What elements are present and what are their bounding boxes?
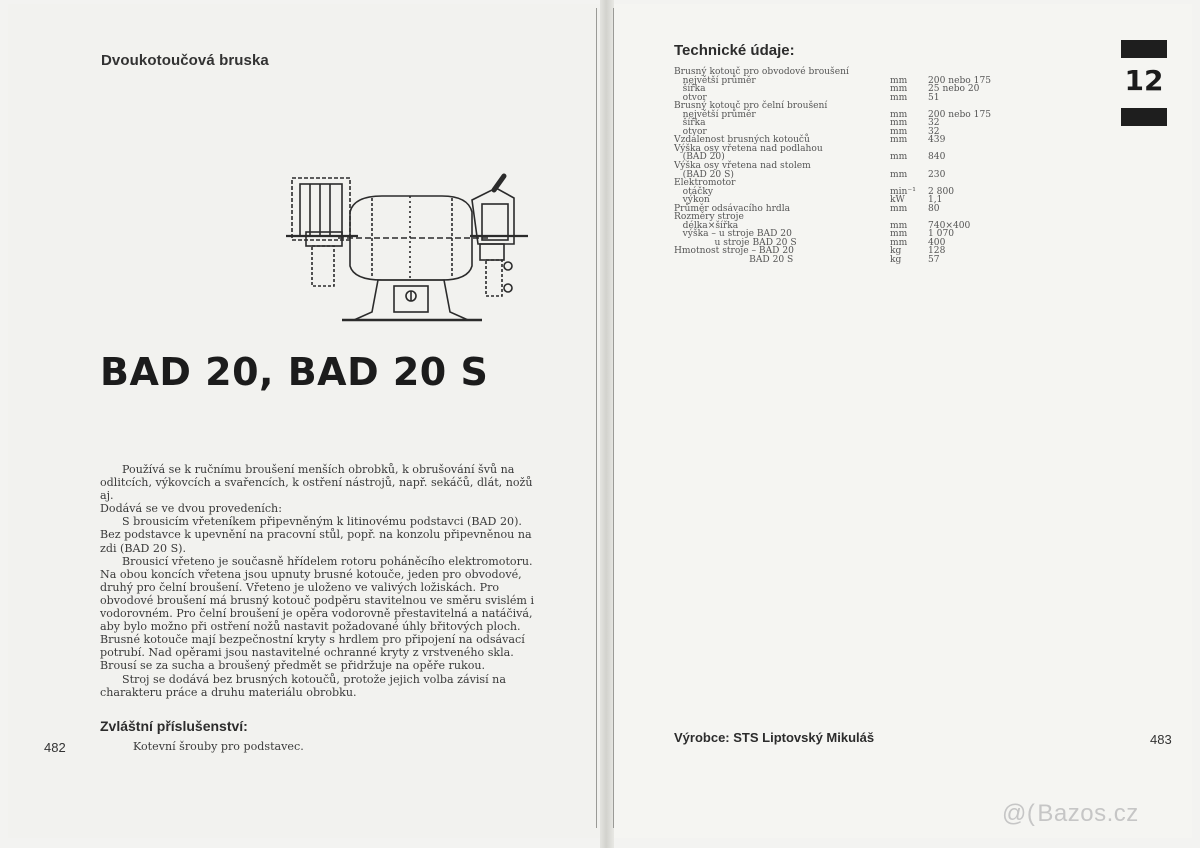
spec-value: 740×400 (928, 220, 971, 231)
model-title: BAD 20, BAD 20 S (100, 350, 489, 394)
spec-value: 32 (928, 118, 940, 129)
description-text (100, 463, 540, 699)
paragraph: Dodává se ve dvou provedeních: (100, 502, 282, 516)
spec-label: Hmotnost stroje – BAD 20 (674, 246, 794, 257)
spec-label: Výška osy vřetena nad stolem (674, 161, 811, 172)
spec-value: 200 nebo 175 (928, 75, 992, 86)
spec-label: (BAD 20 S) (674, 169, 734, 180)
spec-row (674, 85, 1028, 94)
spec-row (674, 119, 1028, 128)
spec-label: otvor (674, 92, 707, 103)
spec-unit: mm (890, 229, 908, 240)
grinder-illustration (282, 170, 532, 330)
spec-unit: mm (890, 203, 908, 214)
page-edge-line (613, 8, 614, 828)
page-number-left: 482 (44, 740, 66, 755)
spec-label: Rozměry stroje (674, 212, 744, 223)
paragraph: S brousicím vřeteníkem připevněným k litinovému podstavci (BAD 20). Bez podstavce k upevnění na pracovní stůl, popř. na konzolu připevněnou na zdi (BAD 20 S). (100, 515, 532, 555)
spec-label: délka×šířka (674, 220, 739, 231)
spec-unit: mm (890, 169, 908, 180)
section-title: Dvoukotoučová bruska (101, 52, 269, 69)
accessories-title: Zvláštní příslušenství: (100, 718, 248, 734)
spec-value: 51 (928, 92, 940, 103)
spec-label: otáčky (674, 186, 713, 197)
paragraph: Používá se k ručnímu broušení menších obrobků, k obrušování švů na odlitcích, výkovcích a svařencích, k ostření nástrojů, např. sekáčů, dlát, nožů aj. (100, 463, 533, 503)
chapter-number: 12 (1124, 64, 1164, 97)
watermark-text: Bazos.cz (1037, 800, 1139, 827)
spec-row (674, 188, 1028, 197)
spec-value: 200 nebo 175 (928, 109, 992, 120)
spec-row (674, 111, 1028, 120)
spec-value: 230 (928, 169, 946, 180)
spec-unit: mm (890, 152, 908, 163)
paragraph: Brousicí vřeteno je současně hřídelem rotoru poháněcího elektromotoru. Na obou koncích vřetena jsou upnuty brusné kotouče, jeden pro obvodové, druhý pro čelní broušení. Vřeteno je uloženo ve valivých ložiskách. Pro obvodové broušení má brusný kotouč podpěru stavitelnou ve směru svislém i vodorovném. Pro čelní broušení je opěra vodorovně přestavitelná a natáčivá, aby bylo možno při ostření nožů nastavit požadované úhly břitových ploch. Brusné kotouče mají bezpečnostní kryty s hrdlem pro připojení na odsávací potrubí. Nad opěrami jsou nastavitelné ochranné kryty z vrstveného skla. Brousí se za sucha a broušený předmět se přidržuje na opěře rukou. (100, 554, 535, 673)
spec-row (674, 145, 1028, 154)
spec-value: 57 (928, 255, 940, 266)
tech-specs-title: Technické údaje: (674, 42, 795, 59)
left-page (8, 4, 604, 838)
spec-label: u stroje BAD 20 S (674, 237, 797, 248)
spec-value: 1,1 (928, 195, 943, 206)
chapter-tab (1121, 40, 1167, 128)
spec-value: 2 800 (928, 186, 955, 197)
spec-label: šířka (674, 84, 706, 95)
page-number-right: 483 (1150, 732, 1172, 747)
spec-label: BAD 20 S (674, 255, 794, 266)
spec-value: 400 (928, 237, 946, 248)
spec-label: největší průměr (674, 109, 756, 120)
spec-value: 840 (928, 152, 946, 163)
page-edge-line (596, 8, 597, 828)
spec-row (674, 256, 1028, 265)
spec-label: (BAD 20) (674, 152, 725, 163)
spec-unit: mm (890, 92, 908, 103)
spec-label: výkon (674, 195, 710, 206)
spec-row (674, 179, 1028, 188)
spec-label: šířka (674, 118, 706, 129)
tab-bar-top (1121, 40, 1167, 58)
spec-unit: kg (890, 246, 902, 257)
spec-label: Vzdálenost brusných kotoučů (674, 135, 810, 146)
spec-label: Elektromotor (674, 178, 736, 189)
spec-label: Výška osy vřetena nad podlahou (674, 143, 823, 154)
watermark (1002, 800, 1139, 828)
spec-unit: mm (890, 126, 908, 137)
spec-label: Brusný kotouč pro obvodové broušení (674, 67, 849, 77)
spec-unit: kW (890, 195, 905, 206)
spec-value: 1 070 (928, 229, 955, 240)
spec-unit: min⁻¹ (890, 186, 916, 197)
spec-unit: mm (890, 84, 908, 95)
spec-value: 25 nebo 20 (928, 84, 980, 95)
tab-bar-bottom (1121, 108, 1167, 126)
accessories-item: Kotevní šrouby pro podstavec. (133, 740, 304, 753)
spec-unit: mm (890, 75, 908, 86)
bazos-logo-icon: @( (1002, 800, 1036, 827)
spec-unit: mm (890, 220, 908, 231)
spec-value: 32 (928, 126, 940, 137)
manufacturer: Výrobce: STS Liptovský Mikuláš (674, 730, 875, 745)
spec-value: 439 (928, 135, 946, 146)
spec-label: Průměr odsávacího hrdla (674, 203, 791, 214)
spec-unit: mm (890, 135, 908, 146)
spec-unit: mm (890, 237, 908, 248)
spec-label: výška – u stroje BAD 20 (674, 229, 792, 240)
spec-label: největší průměr (674, 75, 756, 86)
spec-unit: kg (890, 255, 902, 266)
spec-label: otvor (674, 126, 707, 137)
paragraph: Stroj se dodává bez brusných kotoučů, protože jejich volba závisí na charakteru práce a druhu materiálu obrobku. (100, 672, 506, 699)
spec-unit: mm (890, 118, 908, 129)
spec-value: 128 (928, 246, 946, 257)
spec-label: Brusný kotouč pro čelní broušení (674, 101, 828, 112)
book-gutter (600, 0, 614, 848)
tech-specs-table (674, 68, 1028, 265)
spec-unit: mm (890, 109, 908, 120)
spec-value: 80 (928, 203, 940, 214)
